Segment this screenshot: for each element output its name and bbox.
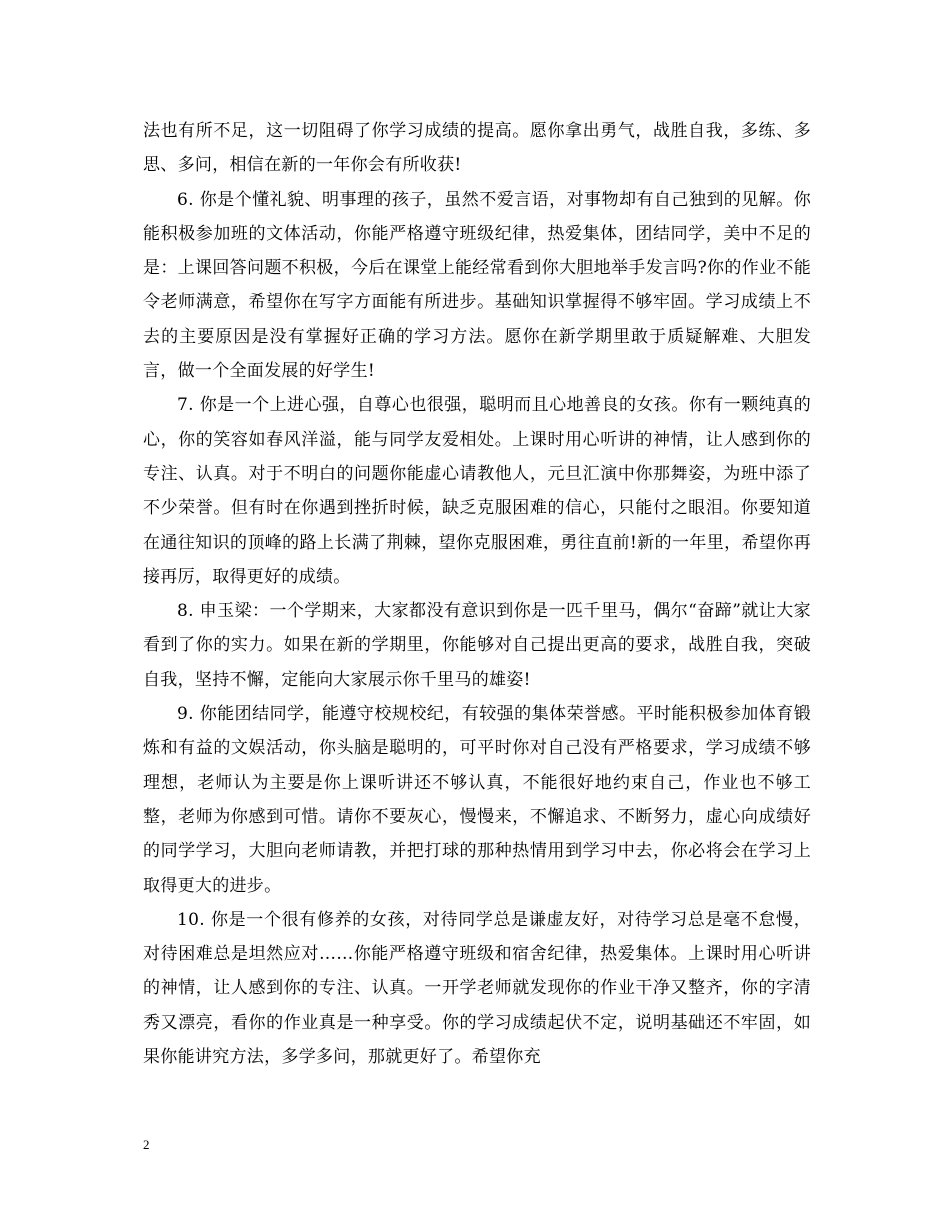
paragraph-comment-7: 7. 你是一个上进心强，自尊心也很强，聪明而且心地善良的女孩。你有一颗纯真的心，你的笑容如春风洋溢，能与同学友爱相处。上课时用心听讲的神情，让人感到你的专注、认真。对于不明白的问题你能虚心请教他人，元旦汇演中你那舞姿，为班中添了不少荣誉。但有时在你遇到挫折时候，缺乏克服困难的信心，只能付之眼泪。你要知道在通往知识的顶峰的路上长满了荆棘，望你克服困难，勇往直前!新的一年里，希望你再接再厉，取得更好的成绩。: [143, 395, 811, 587]
paragraph-comment-6: 6. 你是个懂礼貌、明事理的孩子，虽然不爱言语，对事物却有自己独到的见解。你能积极参加班的文体活动，你能严格遵守班级纪律，热爱集体，团结同学，美中不足的是：上课回答问题不积极，今后在课堂上能经常看到你大胆地举手发言吗?你的作业不能令老师满意，希望你在写字方面能有所进步。基础知识掌握得不够牢固。学习成绩上不去的主要原因是没有掌握好正确的学习方法。愿你在新学期里敢于质疑解难、大胆发言，做一个全面发展的好学生!: [143, 189, 811, 382]
page-number: 2: [143, 1137, 150, 1152]
document-body: [143, 114, 811, 1074]
paragraph-comment-10: 10. 你是一个很有修养的女孩，对待同学总是谦虚友好，对待学习总是毫不怠慢，对待困难总是坦然应对……你能严格遵守班级和宿舍纪律，热爱集体。上课时用心听讲的神情，让人感到你的专注、认真。一开学老师就发现你的作业干净又整齐，你的字清秀又漂亮，看你的作业真是一种享受。你的学习成绩起伏不定，说明基础还不牢固，如果你能讲究方法，多学多问，那就更好了。希望你充: [143, 909, 811, 1068]
paragraph-comment-8: 8. 申玉梁：一个学期来，大家都没有意识到你是一匹千里马，偶尔“奋蹄”就让大家看到了你的实力。如果在新的学期里，你能够对自己提出更高的要求，战胜自我，突破自我，坚持不懈，定能向大家展示你千里马的雄姿!: [143, 601, 811, 690]
paragraph-continuation: 法也有所不足，这一切阻碍了你学习成绩的提高。愿你拿出勇气，战胜自我，多练、多思、多问，相信在新的一年你会有所收获!: [143, 121, 811, 176]
paragraph-comment-9: 9. 你能团结同学，能遵守校规校纪，有较强的集体荣誉感。平时能积极参加体育锻炼和有益的文娱活动，你头脑是聪明的，可平时你对自己没有严格要求，学习成绩不够理想，老师认为主要是你上课听讲还不够认真，不能很好地约束自己，作业也不够工整，老师为你感到可惜。请你不要灰心，慢慢来，不懈追求、不断努力，虚心向成绩好的同学学习，大胆向老师请教，并把打球的那种热情用到学习中去，你必将会在学习上取得更大的进步。: [143, 704, 811, 896]
